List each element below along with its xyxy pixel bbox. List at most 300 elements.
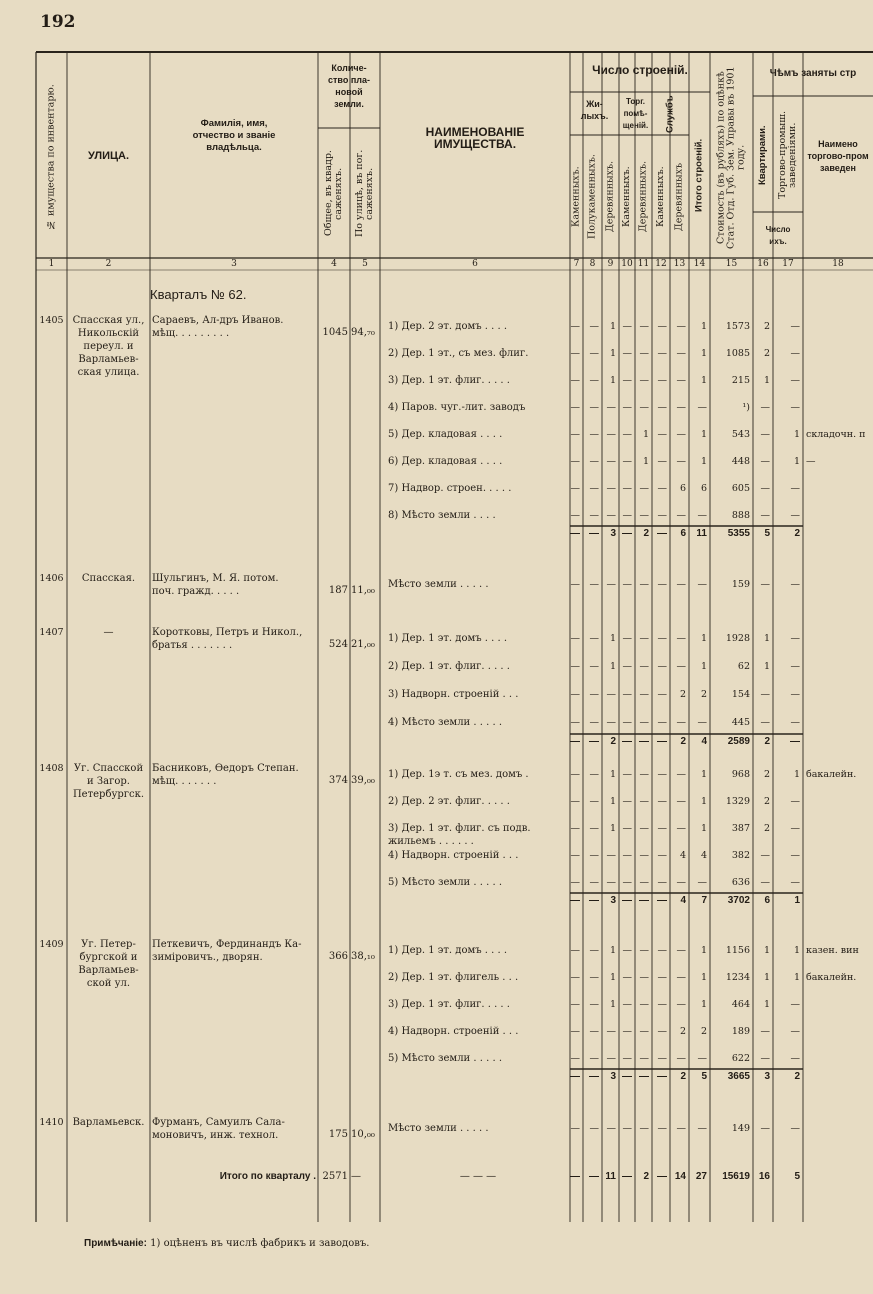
- value-c10: —: [622, 510, 632, 521]
- value-c11: —: [639, 1123, 649, 1134]
- value-c11: —: [639, 483, 649, 494]
- property-name: 5) Мѣсто земли . . . . .: [388, 877, 502, 888]
- value-c17: 1: [793, 429, 800, 440]
- value-c15: 387: [731, 823, 750, 834]
- property-name: 3) Дер. 1 эт. флиг. . . . .: [388, 375, 510, 386]
- header-c13: Деревянныхъ: [673, 162, 685, 231]
- value-c11: —: [639, 348, 649, 359]
- column-number: 1: [48, 259, 55, 269]
- value-c8: —: [589, 1026, 599, 1037]
- value-c11: —: [639, 1026, 649, 1037]
- land-area: 366: [328, 951, 348, 962]
- subtotal-c8: —: [589, 895, 599, 906]
- value-c13: —: [676, 348, 686, 359]
- grand-total-c9: 11: [605, 1171, 616, 1182]
- value-c9: 1: [609, 972, 616, 983]
- value-c12: —: [657, 1053, 667, 1064]
- street-cell: Уг. Петер- бургской и Варламьев- ской ул.: [78, 939, 139, 989]
- subtotal-c11: —: [639, 1071, 649, 1082]
- column-number: 18: [832, 259, 844, 269]
- value-c9: 1: [609, 999, 616, 1010]
- value-c14: 1: [700, 321, 707, 332]
- value-c14: 1: [700, 348, 707, 359]
- subtotal-c14: 5: [701, 1071, 707, 1082]
- land-area: 374: [328, 775, 348, 786]
- subtotal-c13: 6: [680, 528, 686, 539]
- value-c7: —: [570, 972, 580, 983]
- value-c17: —: [790, 348, 800, 359]
- value-c15: 159: [731, 579, 750, 590]
- value-c13: —: [676, 769, 686, 780]
- subtotal-c17: 2: [794, 1071, 800, 1082]
- value-c15: 1329: [725, 796, 750, 807]
- value-c17: —: [790, 796, 800, 807]
- header-c11: Деревянныхъ.: [637, 160, 649, 233]
- value-c8: —: [589, 483, 599, 494]
- value-c12: —: [657, 375, 667, 386]
- value-c10: —: [622, 661, 632, 672]
- value-c15: 189: [731, 1026, 750, 1037]
- grand-total-front: —: [351, 1171, 361, 1182]
- value-c8: —: [589, 877, 599, 888]
- value-c13: 2: [679, 1026, 686, 1037]
- subtotal-c7: —: [570, 1071, 580, 1082]
- property-name: 4) Паров. чуг.-лит. заводъ: [388, 402, 526, 413]
- value-c12: —: [657, 796, 667, 807]
- value-c7: —: [570, 1053, 580, 1064]
- value-c12: —: [657, 510, 667, 521]
- value-c11: —: [639, 579, 649, 590]
- value-c16: 2: [763, 769, 770, 780]
- value-c7: —: [570, 823, 580, 834]
- subtotal-c7: —: [570, 895, 580, 906]
- subtotal-c11: 2: [643, 528, 649, 539]
- value-c17: —: [790, 633, 800, 644]
- value-c12: —: [657, 579, 667, 590]
- value-c16: —: [760, 1026, 770, 1037]
- land-area: 524: [328, 639, 348, 650]
- value-c8: —: [589, 402, 599, 413]
- header-c9: Деревянныхъ.: [604, 160, 616, 233]
- subtotal-c11: —: [639, 895, 649, 906]
- value-c11: 1: [642, 456, 649, 467]
- value-c11: —: [639, 661, 649, 672]
- value-c13: —: [676, 321, 686, 332]
- subtotal-c11: —: [639, 736, 649, 747]
- value-c16: —: [760, 483, 770, 494]
- header-inventory-number: № имущества по инвентарю.: [45, 84, 57, 231]
- value-c14: —: [697, 717, 707, 728]
- value-c13: —: [676, 375, 686, 386]
- value-c17: —: [790, 510, 800, 521]
- value-c8: —: [589, 661, 599, 672]
- value-c13: —: [676, 877, 686, 888]
- value-c10: —: [622, 429, 632, 440]
- inventory-number: 1409: [39, 939, 64, 950]
- value-c7: —: [570, 579, 580, 590]
- value-c8: —: [589, 689, 599, 700]
- value-c16: —: [760, 877, 770, 888]
- subtotal-c12: —: [657, 528, 667, 539]
- value-c16: —: [760, 717, 770, 728]
- value-c16: —: [760, 850, 770, 861]
- inventory-number: 1405: [39, 315, 64, 326]
- header-trade-group: Торг. помѣ- щеній.: [622, 97, 649, 130]
- subtotal-c17: 2: [794, 528, 800, 539]
- street-cell: Спасская ул., Никольскій переул. и Варламьев- ская улица.: [72, 315, 145, 378]
- land-area: 175: [328, 1129, 348, 1140]
- value-c8: —: [589, 429, 599, 440]
- value-c7: —: [570, 348, 580, 359]
- value-c14: —: [697, 1053, 707, 1064]
- value-c15: 445: [731, 717, 750, 728]
- value-c13: —: [676, 823, 686, 834]
- value-c9: 1: [609, 375, 616, 386]
- value-c16: 2: [763, 796, 770, 807]
- header-count-label: Число ихъ.: [765, 225, 791, 246]
- value-c12: —: [657, 850, 667, 861]
- value-c14: 1: [700, 999, 707, 1010]
- value-c14: 2: [700, 1026, 707, 1037]
- value-c8: —: [589, 823, 599, 834]
- value-c10: —: [622, 633, 632, 644]
- value-c7: —: [570, 717, 580, 728]
- value-c12: —: [657, 633, 667, 644]
- value-c12: —: [657, 1123, 667, 1134]
- value-c16: 1: [763, 661, 770, 672]
- value-c12: —: [657, 483, 667, 494]
- property-name: 5) Мѣсто земли . . . . .: [388, 1053, 502, 1064]
- value-c17: —: [790, 1026, 800, 1037]
- property-name: 1) Дер. 1 эт. домъ . . . .: [388, 945, 508, 956]
- value-c8: —: [589, 456, 599, 467]
- value-c9: —: [606, 510, 616, 521]
- property-name: 6) Дер. кладовая . . . .: [388, 456, 503, 467]
- land-front: 10,₀₀: [351, 1129, 375, 1140]
- inventory-number: 1410: [39, 1117, 64, 1128]
- value-c9: 1: [609, 769, 616, 780]
- subtotal-c16: 5: [764, 528, 770, 539]
- property-name: 3) Дер. 1 эт. флиг. . . . .: [388, 999, 510, 1010]
- value-c9: —: [606, 717, 616, 728]
- value-c12: —: [657, 689, 667, 700]
- header-living-group: Жи- лыхъ.: [580, 99, 609, 121]
- header-c15: Стоимость (въ рубляхъ) по оцѣнкѣ Стат. Отд. Губ. Зем. Управы въ 1901 году.: [715, 66, 747, 249]
- footnote-text: 1) оцѣненъ въ числѣ фабрикъ и заводовъ.: [150, 1238, 370, 1249]
- value-c10: —: [622, 1123, 632, 1134]
- value-c14: —: [697, 579, 707, 590]
- value-c13: —: [676, 456, 686, 467]
- page-number: 192: [40, 12, 76, 32]
- value-c7: —: [570, 1026, 580, 1037]
- property-name: 2) Дер. 2 эт. флиг. . . . .: [388, 796, 510, 807]
- value-c11: —: [639, 877, 649, 888]
- value-c13: —: [676, 402, 686, 413]
- subtotal-c13: 2: [680, 1071, 686, 1082]
- header-service-group: Службъ: [664, 95, 676, 133]
- value-c9: —: [606, 429, 616, 440]
- inventory-number: 1407: [39, 627, 64, 638]
- value-c8: —: [589, 972, 599, 983]
- value-c10: —: [622, 945, 632, 956]
- owner-cell: Шульгинъ, М. Я. потом. поч. гражд. . . . .: [152, 573, 279, 597]
- value-c16: 1: [763, 375, 770, 386]
- value-c14: —: [697, 1123, 707, 1134]
- land-area: 187: [328, 585, 348, 596]
- value-c8: —: [589, 1053, 599, 1064]
- subtotal-c7: —: [570, 736, 580, 747]
- value-c16: 1: [763, 633, 770, 644]
- land-front: 11,₀₀: [351, 585, 375, 596]
- value-c15: 215: [731, 375, 750, 386]
- value-c7: —: [570, 402, 580, 413]
- property-name: 3) Дер. 1 эт. флиг. съ подв. жильемъ . . . . . .: [388, 823, 531, 847]
- value-c10: —: [622, 823, 632, 834]
- header-c18: Наимено торгово-пром заведен: [807, 139, 869, 173]
- value-c15: 605: [731, 483, 750, 494]
- value-c11: 1: [642, 429, 649, 440]
- value-c7: —: [570, 945, 580, 956]
- value-c7: —: [570, 877, 580, 888]
- value-c13: —: [676, 999, 686, 1010]
- header-occupied-group: Чѣмъ заняты стр: [769, 68, 857, 79]
- value-c17: —: [790, 823, 800, 834]
- value-c12: —: [657, 945, 667, 956]
- column-number: 3: [231, 259, 237, 269]
- header-c17: Торгово-промыш. заведеніями.: [777, 110, 798, 200]
- land-front: 94,₇₀: [351, 327, 375, 338]
- subtotal-c10: —: [622, 528, 632, 539]
- value-c13: —: [676, 796, 686, 807]
- value-c13: 6: [679, 483, 686, 494]
- inventory-number: 1408: [39, 763, 64, 774]
- subtotal-c15: 3665: [727, 1071, 750, 1082]
- subtotal-c10: —: [622, 736, 632, 747]
- enterprise-name: бакалейн.: [806, 769, 857, 780]
- value-c15: 382: [731, 850, 750, 861]
- street-cell: Спасская.: [81, 573, 136, 584]
- value-c9: —: [606, 456, 616, 467]
- value-c13: —: [676, 429, 686, 440]
- value-c10: —: [622, 321, 632, 332]
- subtotal-c16: 3: [764, 1071, 770, 1082]
- value-c17: —: [790, 661, 800, 672]
- header-c7: Каменныхъ.: [570, 166, 582, 227]
- street-cell: Уг. Спасской и Загор. Петербургск.: [72, 763, 145, 800]
- value-c8: —: [589, 999, 599, 1010]
- value-c16: —: [760, 429, 770, 440]
- property-name: Мѣсто земли . . . . .: [388, 1123, 489, 1134]
- value-c15: 62: [737, 661, 750, 672]
- value-c15: 1085: [725, 348, 750, 359]
- land-area: 1045: [322, 327, 348, 338]
- value-c8: —: [589, 348, 599, 359]
- column-number: 16: [757, 259, 769, 269]
- value-c17: 1: [793, 769, 800, 780]
- property-name: 4) Надворн. строеній . . .: [388, 850, 519, 861]
- value-c10: —: [622, 999, 632, 1010]
- header-land-area: Общее, въ квадр. саженяхъ.: [323, 150, 344, 237]
- header-property-name: НАИМЕНОВАНІЕ ИМУЩЕСТВА.: [425, 125, 525, 151]
- column-number: 2: [105, 259, 112, 269]
- value-c10: —: [622, 579, 632, 590]
- value-c16: 1: [763, 999, 770, 1010]
- value-c16: —: [760, 456, 770, 467]
- value-c13: —: [676, 633, 686, 644]
- grand-total-c10: —: [622, 1171, 632, 1182]
- value-c9: 1: [609, 321, 616, 332]
- value-c9: 1: [609, 633, 616, 644]
- value-c17: —: [790, 1053, 800, 1064]
- subtotal-c15: 3702: [727, 895, 750, 906]
- subtotal-c14: 11: [696, 528, 707, 539]
- value-c7: —: [570, 429, 580, 440]
- value-c7: —: [570, 850, 580, 861]
- value-c14: 1: [700, 375, 707, 386]
- value-c17: —: [790, 483, 800, 494]
- value-c12: —: [657, 999, 667, 1010]
- value-c16: 2: [763, 321, 770, 332]
- property-name: 4) Надворн. строеній . . .: [388, 1026, 519, 1037]
- column-number: 14: [693, 259, 706, 269]
- value-c10: —: [622, 769, 632, 780]
- column-number: 8: [589, 259, 596, 269]
- value-c16: 2: [763, 348, 770, 359]
- value-c10: —: [622, 717, 632, 728]
- value-c14: 1: [700, 945, 707, 956]
- value-c15: 1234: [725, 972, 750, 983]
- value-c11: —: [639, 402, 649, 413]
- value-c9: 1: [609, 661, 616, 672]
- subtotal-c9: 3: [610, 895, 616, 906]
- value-c15: 622: [731, 1053, 750, 1064]
- value-c12: —: [657, 823, 667, 834]
- value-c15: 1928: [725, 633, 750, 644]
- property-name: 2) Дер. 1 эт. флиг. . . . .: [388, 661, 510, 672]
- value-c11: —: [639, 510, 649, 521]
- subtotal-c8: —: [589, 736, 599, 747]
- property-name: 5) Дер. кладовая . . . .: [388, 429, 503, 440]
- value-c13: —: [676, 579, 686, 590]
- quarter-title: Кварталъ № 62.: [150, 287, 247, 302]
- value-c15: 543: [731, 429, 750, 440]
- value-c8: —: [589, 796, 599, 807]
- footnote: [84, 1238, 369, 1249]
- value-c17: —: [790, 402, 800, 413]
- subtotal-c10: —: [622, 895, 632, 906]
- value-c11: —: [639, 1053, 649, 1064]
- value-c12: —: [657, 877, 667, 888]
- header-c12: Каменныхъ.: [655, 166, 666, 227]
- subtotal-c15: 2589: [727, 736, 750, 747]
- value-c11: —: [639, 796, 649, 807]
- column-number: 11: [637, 259, 650, 269]
- property-name: 7) Надвор. строен. . . . .: [388, 483, 512, 494]
- value-c16: 1: [763, 972, 770, 983]
- value-c8: —: [589, 1123, 599, 1134]
- value-c14: 6: [700, 483, 707, 494]
- inventory-number: 1406: [39, 573, 64, 584]
- land-front: 39,₀₀: [351, 775, 375, 786]
- value-c10: —: [622, 972, 632, 983]
- value-c12: —: [657, 661, 667, 672]
- value-c17: 1: [793, 945, 800, 956]
- value-c9: —: [606, 689, 616, 700]
- value-c8: —: [589, 375, 599, 386]
- grand-total-c12: —: [657, 1171, 667, 1182]
- subtotal-c14: 4: [701, 736, 707, 747]
- property-name: 2) Дер. 1 эт. флигель . . .: [388, 972, 519, 983]
- value-c10: —: [622, 1053, 632, 1064]
- value-c10: —: [622, 850, 632, 861]
- header-land-group: Количе- ство пла- новой земли.: [328, 63, 370, 109]
- value-c7: —: [570, 999, 580, 1010]
- value-c8: —: [589, 510, 599, 521]
- property-name: Мѣсто земли . . . . .: [388, 579, 489, 590]
- value-c7: —: [570, 633, 580, 644]
- header-owner: Фамилія, имя, отчество и званіе владѣльца.: [192, 118, 276, 153]
- value-c11: —: [639, 945, 649, 956]
- subtotal-c7: —: [570, 528, 580, 539]
- value-c12: —: [657, 429, 667, 440]
- value-c15: ¹): [742, 402, 750, 413]
- value-c9: —: [606, 1026, 616, 1037]
- header-c10: Каменныхъ.: [621, 166, 632, 227]
- value-c11: —: [639, 375, 649, 386]
- value-c8: —: [589, 945, 599, 956]
- value-c16: 1: [763, 945, 770, 956]
- value-c13: —: [676, 1123, 686, 1134]
- subtotal-c8: —: [589, 528, 599, 539]
- grand-total-label: Итого по кварталу .: [219, 1171, 316, 1182]
- value-c13: —: [676, 1053, 686, 1064]
- subtotal-c13: 2: [680, 736, 686, 747]
- value-c14: 1: [700, 429, 707, 440]
- value-c12: —: [657, 456, 667, 467]
- value-c7: —: [570, 510, 580, 521]
- grand-total-c17: 5: [794, 1171, 800, 1182]
- header-c16: Квартирами.: [757, 125, 768, 185]
- value-c8: —: [589, 850, 599, 861]
- value-c12: —: [657, 717, 667, 728]
- value-c16: 2: [763, 823, 770, 834]
- value-c11: —: [639, 689, 649, 700]
- subtotal-c16: 2: [764, 736, 770, 747]
- subtotal-c13: 4: [680, 895, 686, 906]
- value-c7: —: [570, 1123, 580, 1134]
- owner-cell: Петкевичъ, Фердинандъ Ка- зиміровичъ., дворян.: [152, 939, 302, 963]
- value-c13: —: [676, 945, 686, 956]
- value-c8: —: [589, 769, 599, 780]
- value-c9: —: [606, 579, 616, 590]
- enterprise-name: складочн. п: [806, 429, 866, 440]
- value-c17: —: [790, 375, 800, 386]
- subtotal-c12: —: [657, 1071, 667, 1082]
- value-c9: 1: [609, 945, 616, 956]
- footnote-label: Примѣчаніе:: [84, 1238, 147, 1249]
- property-name: 1) Дер. 1 эт. домъ . . . .: [388, 633, 508, 644]
- owner-cell: Басниковъ, Ѳедоръ Степан. мѣщ. . . . . . .: [152, 763, 299, 787]
- subtotal-c12: —: [657, 736, 667, 747]
- value-c8: —: [589, 579, 599, 590]
- value-c11: —: [639, 823, 649, 834]
- subtotal-c9: 2: [610, 736, 616, 747]
- subtotal-c17: 1: [794, 895, 800, 906]
- street-cell: —: [103, 627, 114, 638]
- value-c10: —: [622, 483, 632, 494]
- value-c10: —: [622, 689, 632, 700]
- property-name: 8) Мѣсто земли . . . .: [388, 510, 496, 521]
